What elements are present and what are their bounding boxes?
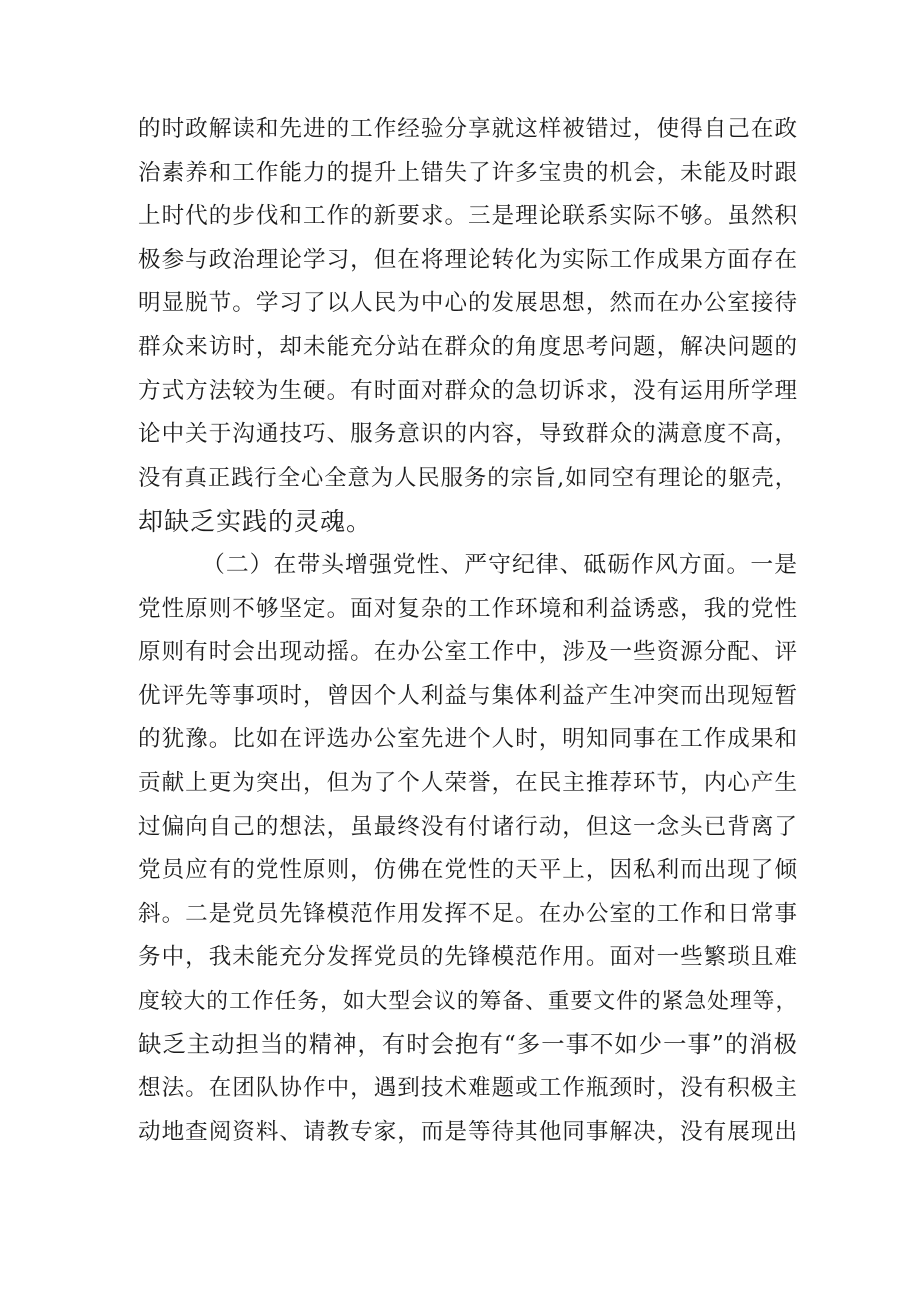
text-line: 极参与政治理论学习，但在将理论转化为实际工作成果方面存在 [138,246,798,273]
text-line: 群众来访时，却未能充分站在群众的角度思考问题，解决问题的 [138,333,798,360]
text-line: 治素养和工作能力的提升上错失了许多宝贵的机会，未能及时跟 [138,159,798,186]
text-line: 却缺乏实践的灵魂。 [138,507,373,537]
text-line: 的时政解读和先进的工作经验分享就这样被错过，使得自己在政 [138,116,798,142]
text-line: 的犹豫。比如在评选办公室先进个人时，明知同事在工作成果和 [138,726,798,753]
paragraph-2 [138,544,798,1154]
paragraph-1 [138,108,798,544]
text-line: 度较大的工作任务，如大型会议的筹备、重要文件的紧急处理等， [138,988,799,1014]
text-line: 党员应有的党性原则，仿佛在党性的天平上，因私利而出现了倾 [138,857,798,884]
document-body [138,108,798,1154]
text-line: 务中，我未能充分发挥党员的先锋模范作用。面对一些繁琐且难 [138,944,798,971]
text-line: 原则有时会出现动摇。在办公室工作中，涉及一些资源分配、评 [138,639,798,666]
text-line: 缺乏主动担当的精神，有时会抱有“多一事不如少一事”的消极 [138,1031,798,1059]
text-line: 没有真正践行全心全意为人民服务的宗旨,如同空有理论的躯壳， [138,464,798,491]
text-line: 优评先等事项时，曾因个人利益与集体利益产生冲突而出现短暂 [138,682,798,709]
text-line: 方式方法较为生硬。有时面对群众的急切诉求，没有运用所学理 [138,377,798,404]
text-line: 动地查阅资料、请教专家，而是等待其他同事解决，没有展现出 [138,1118,798,1145]
text-line: 过偏向自己的想法，虽最终没有付诸行动，但这一念头已背离了 [138,813,798,840]
text-line: 论中关于沟通技巧、服务意识的内容，导致群众的满意度不高， [138,421,798,448]
text-line: 明显脱节。学习了以人民为中心的发展思想，然而在办公室接待 [138,290,798,317]
text-line: （二）在带头增强党性、严守纪律、砥砺作风方面。一是 [202,551,798,578]
text-line: 上时代的步伐和工作的新要求。三是理论联系实际不够。虽然积 [138,203,798,230]
text-line: 想法。在团队协作中，遇到技术难题或工作瓶颈时，没有积极主 [138,1075,798,1102]
text-line: 斜。二是党员先锋模范作用发挥不足。在办公室的工作和日常事 [138,900,798,927]
text-line: 贡献上更为突出，但为了个人荣誉，在民主推荐环节，内心产生 [138,769,798,796]
text-line: 党性原则不够坚定。面对复杂的工作环境和利益诱惑，我的党性 [138,595,798,622]
